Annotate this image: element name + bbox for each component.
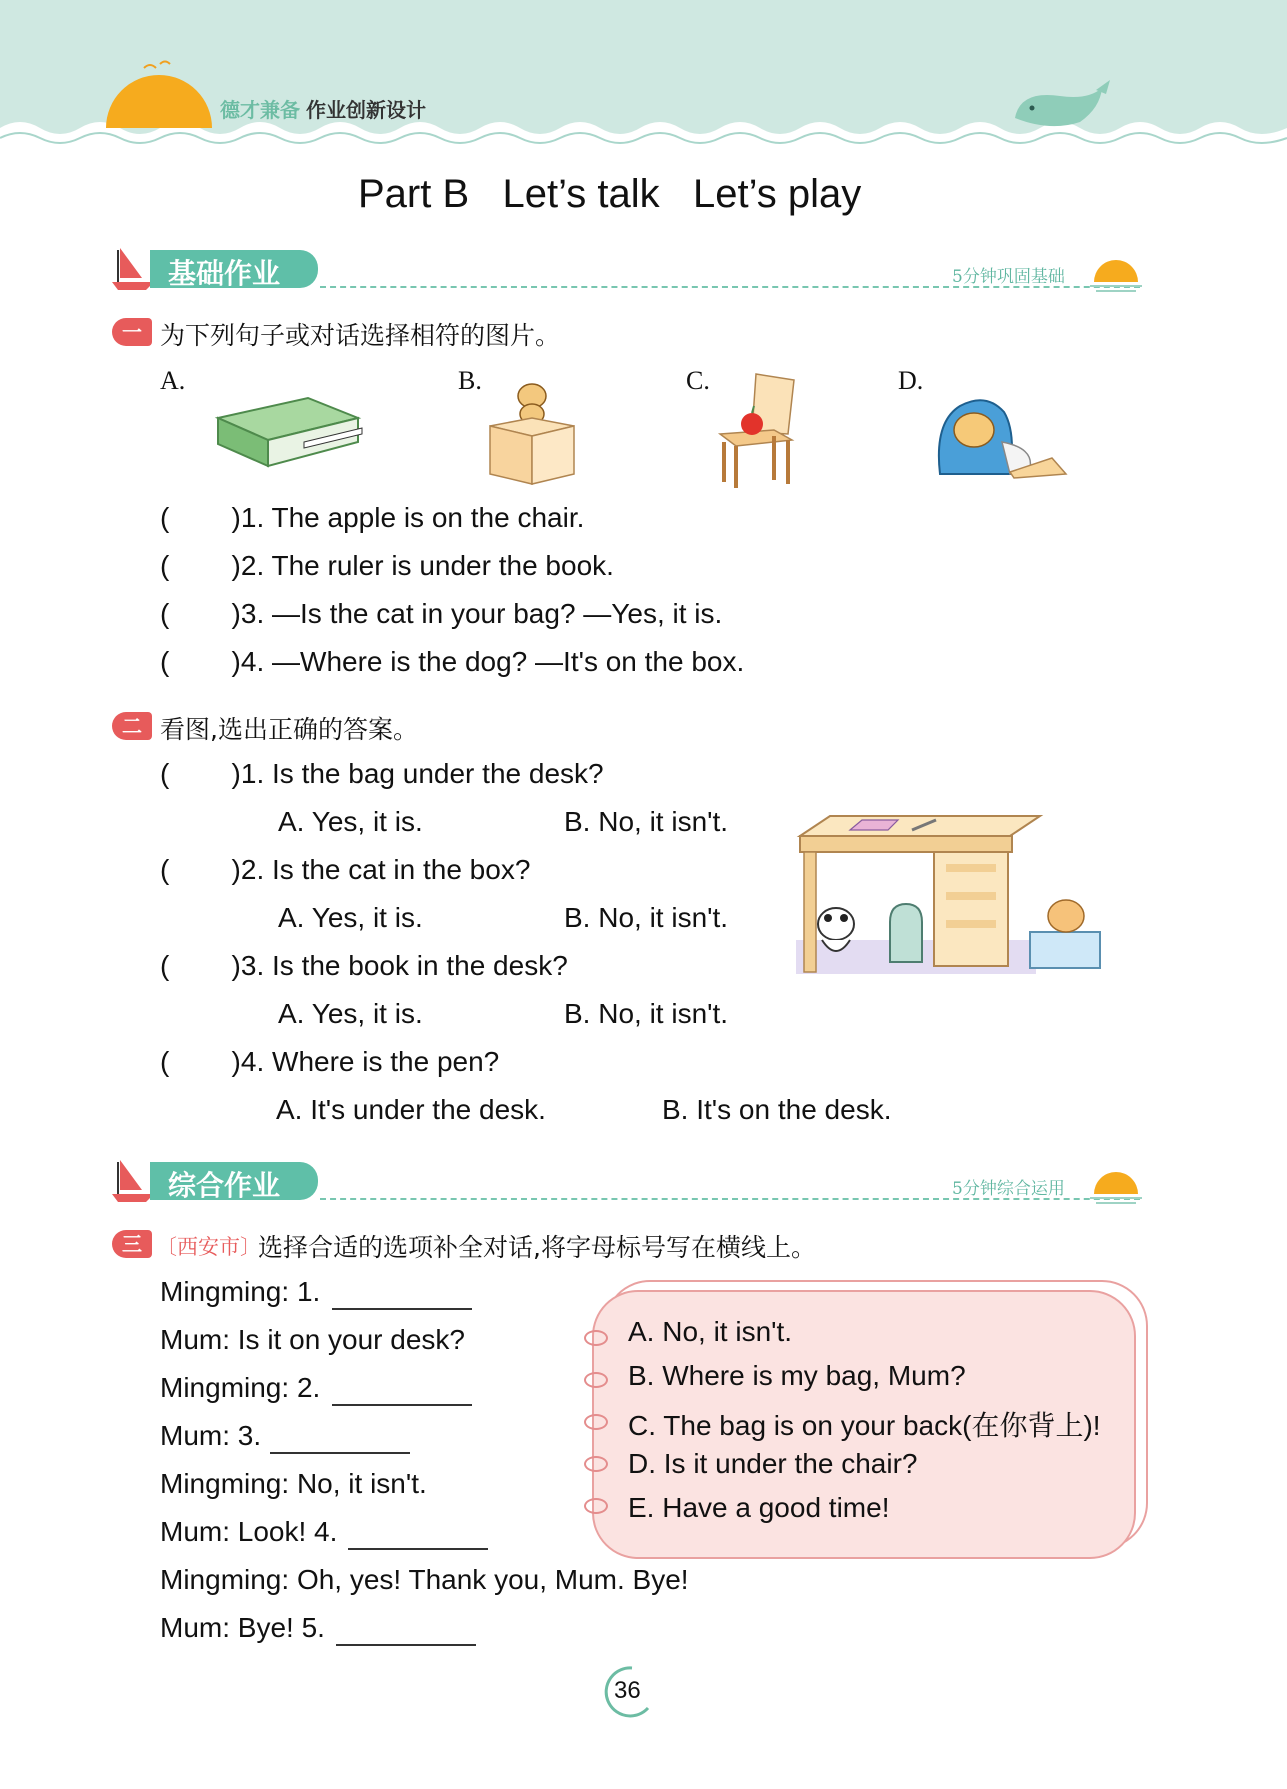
option-b: B. No, it isn't.	[564, 998, 729, 1029]
option-b: B. It's on the desk.	[662, 1094, 892, 1125]
question-1-item: ( )4. —Where is the dog? —It's on the box.	[160, 646, 745, 677]
apple-on-chair-picture	[716, 372, 796, 490]
brand-main: 德才兼备	[220, 98, 300, 122]
dialog-line: Mingming: 1.	[160, 1276, 321, 1307]
section-label-basic: 基础作业	[168, 257, 281, 290]
desk-scene-picture	[794, 812, 1112, 978]
dialog-line: Mum: Look! 4.	[160, 1516, 338, 1547]
question-2-item: ( )3. Is the book in the desk?	[160, 950, 568, 981]
answer-blank-1[interactable]	[332, 1306, 472, 1310]
sun-icon	[1090, 1164, 1144, 1206]
whale-icon	[1010, 78, 1120, 132]
question-1-instruction: 为下列句子或对话选择相符的图片。	[160, 321, 561, 350]
ring-binder-icon	[584, 1456, 608, 1472]
section-subtitle-combined: 5分钟综合运用	[952, 1179, 1065, 1199]
sun-icon	[1090, 252, 1144, 294]
picture-label-c: C.	[686, 366, 710, 395]
brand-title	[220, 94, 426, 123]
option-a: A. Yes, it is.	[278, 902, 423, 933]
section-label-combined: 综合作业	[168, 1169, 281, 1202]
region-tag: 〔西安市〕	[156, 1235, 261, 1259]
option-b: B. No, it isn't.	[564, 806, 729, 837]
dialog-line: Mum: Bye! 5.	[160, 1612, 325, 1643]
question-badge-1: 一	[112, 318, 152, 346]
question-2-item: ( )2. Is the cat in the box?	[160, 854, 531, 885]
answer-blank-5[interactable]	[336, 1642, 476, 1646]
ring-binder-icon	[584, 1414, 608, 1430]
answer-blank-3[interactable]	[270, 1450, 410, 1454]
question-2-item: ( )1. Is the bag under the desk?	[160, 758, 604, 789]
picture-label-d: D.	[898, 366, 924, 395]
dialog-line: Mingming: 2.	[160, 1372, 321, 1403]
dialog-line: Mum: 3.	[160, 1420, 262, 1451]
ring-binder-icon	[584, 1372, 608, 1388]
answer-option: C. The bag is on your back(在你背上)!	[628, 1410, 1101, 1441]
answer-option: A. No, it isn't.	[628, 1316, 793, 1347]
book-and-ruler-picture	[208, 388, 364, 468]
option-a: A. Yes, it is.	[278, 998, 423, 1029]
picture-label-b: B.	[458, 366, 482, 395]
question-2-item: ( )4. Where is the pen?	[160, 1046, 500, 1077]
question-badge-3: 三	[112, 1230, 152, 1258]
question-1-item: ( )3. —Is the cat in your bag? —Yes, it is.	[160, 598, 723, 629]
dog-on-box-picture	[486, 374, 578, 486]
option-a: A. It's under the desk.	[276, 1094, 546, 1125]
question-3-instruction: 选择合适的选项补全对话,将字母标号写在横线上。	[258, 1233, 816, 1262]
option-b: B. No, it isn't.	[564, 902, 729, 933]
sun-icon	[104, 60, 214, 130]
answer-blank-2[interactable]	[332, 1402, 472, 1406]
page-title: Part B Let’s talk Let’s play	[358, 172, 862, 216]
answer-blank-4[interactable]	[348, 1546, 488, 1550]
question-1-item: ( )1. The apple is on the chair.	[160, 502, 585, 533]
ring-binder-icon	[584, 1330, 608, 1346]
question-2-instruction: 看图,选出正确的答案。	[160, 715, 418, 744]
page-number: 36	[614, 1677, 641, 1704]
question-badge-2: 二	[112, 712, 152, 740]
section-subtitle-basic: 5分钟巩固基础	[952, 267, 1065, 287]
dialog-line: Mum: Is it on your desk?	[160, 1324, 466, 1355]
dialog-line: Mingming: Oh, yes! Thank you, Mum. Bye!	[160, 1564, 689, 1595]
option-a: A. Yes, it is.	[278, 806, 423, 837]
question-1-item: ( )2. The ruler is under the book.	[160, 550, 614, 581]
answer-option: E. Have a good time!	[628, 1492, 890, 1523]
answer-option: B. Where is my bag, Mum?	[628, 1360, 966, 1391]
picture-label-a: A.	[160, 366, 186, 395]
cat-in-bag-picture	[930, 382, 1070, 482]
brand-sub: 作业创新设计	[306, 98, 426, 122]
answer-option: D. Is it under the chair?	[628, 1448, 918, 1479]
dialog-line: Mingming: No, it isn't.	[160, 1468, 427, 1499]
ring-binder-icon	[584, 1498, 608, 1514]
